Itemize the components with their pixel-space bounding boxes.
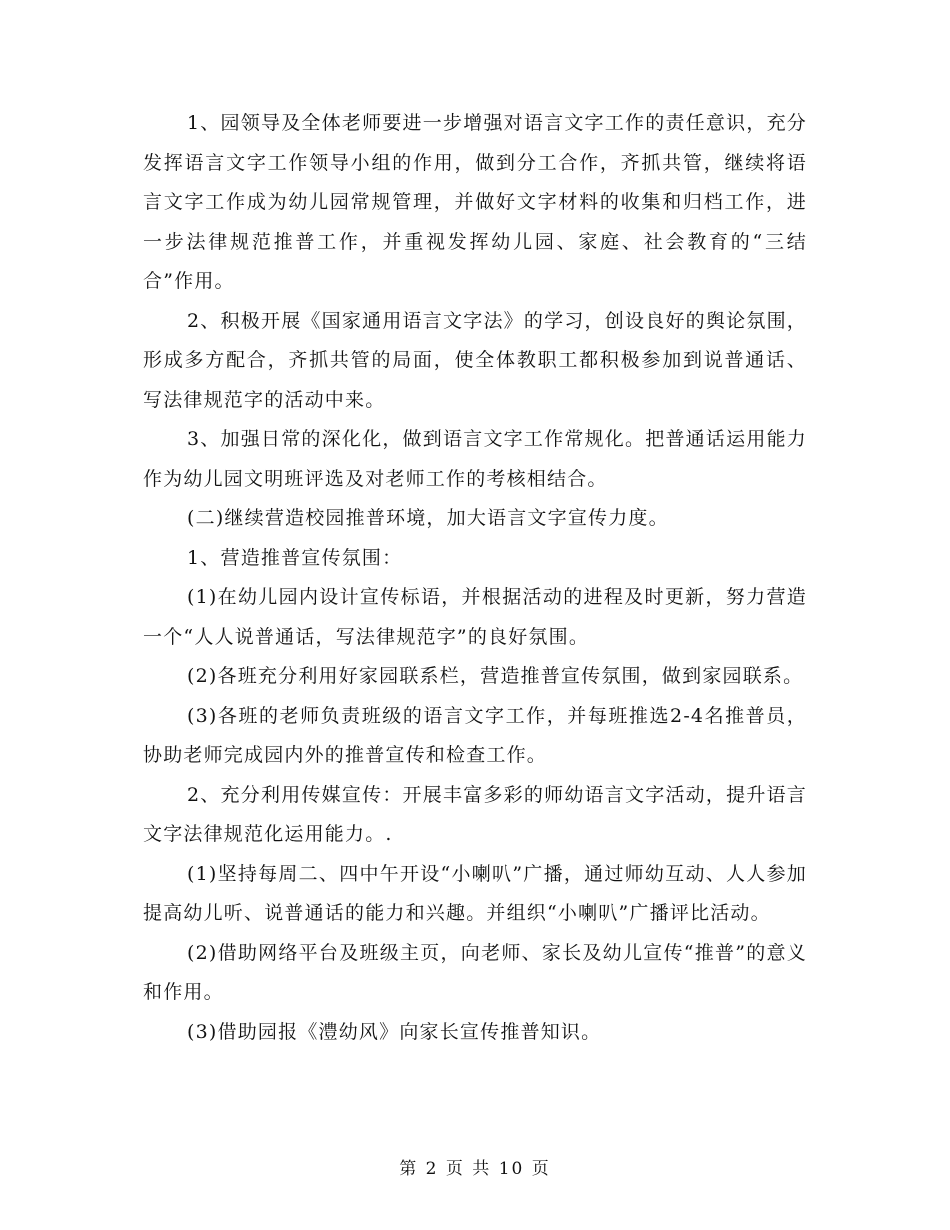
paragraph-3: 3、加强日常的深化化，做到语言文字工作常规化。把普通话运用能力作为幼儿园文明班评选及对老师工作的考核相结合。 — [143, 428, 807, 490]
paragraph-9: (3)借助园报《澧幼风》向家长宣传推普知识。 — [187, 1020, 602, 1043]
paragraph-2: 2、积极开展《国家通用语言文字法》的学习，创设良好的舆论氛围，形成多方配合，齐抓共管的局面，使全体教职工都积极参加到说普通话、写法律规范字的活动中来。 — [143, 309, 807, 411]
paragraph-8: (2)借助网络平台及班级主页，向老师、家长及幼儿宣传“推普”的意义和作用。 — [143, 941, 807, 1003]
paragraph-7: (1)坚持每周二、四中午开设“小喇叭”广播，通过师幼互动、人人参加提高幼儿听、说普通话的能力和兴趣。并组织“小喇叭”广播评比活动。 — [143, 862, 807, 924]
paragraph-1: 1、园领导及全体老师要进一步增强对语言文字工作的责任意识，充分发挥语言文字工作领导小组的作用，做到分工合作，齐抓共管，继续将语言文字工作成为幼儿园常规管理，并做好文字材料的收集和归档工作，进一步法律规范推普工作，并重视发挥幼儿园、家庭、社会教育的“三结合”作用。 — [143, 112, 807, 292]
paragraph-4: (1)在幼儿园内设计宣传标语，并根据活动的进程及时更新，努力营造一个“人人说普通话，写法律规范字”的良好氛围。 — [143, 586, 807, 648]
subsection-heading-1: 1、营造推普宣传氛围： — [187, 546, 403, 569]
document-body — [143, 104, 807, 1052]
section-heading: (二)继续营造校园推普环境，加大语言文字宣传力度。 — [187, 507, 669, 529]
page-number-footer: 第 2 页 共 10 页 — [399, 1159, 551, 1179]
subsection-heading-2: 2、充分利用传媒宣传：开展丰富多彩的师幼语言文字活动，提升语言文字法律规范化运用能力。. — [143, 783, 807, 845]
paragraph-5: (2)各班充分利用好家园联系栏，营造推普宣传氛围，做到家园联系。 — [187, 665, 804, 687]
paragraph-6: (3)各班的老师负责班级的语言文字工作，并每班推选2-4名推普员，协助老师完成园内外的推普宣传和检查工作。 — [143, 704, 807, 766]
